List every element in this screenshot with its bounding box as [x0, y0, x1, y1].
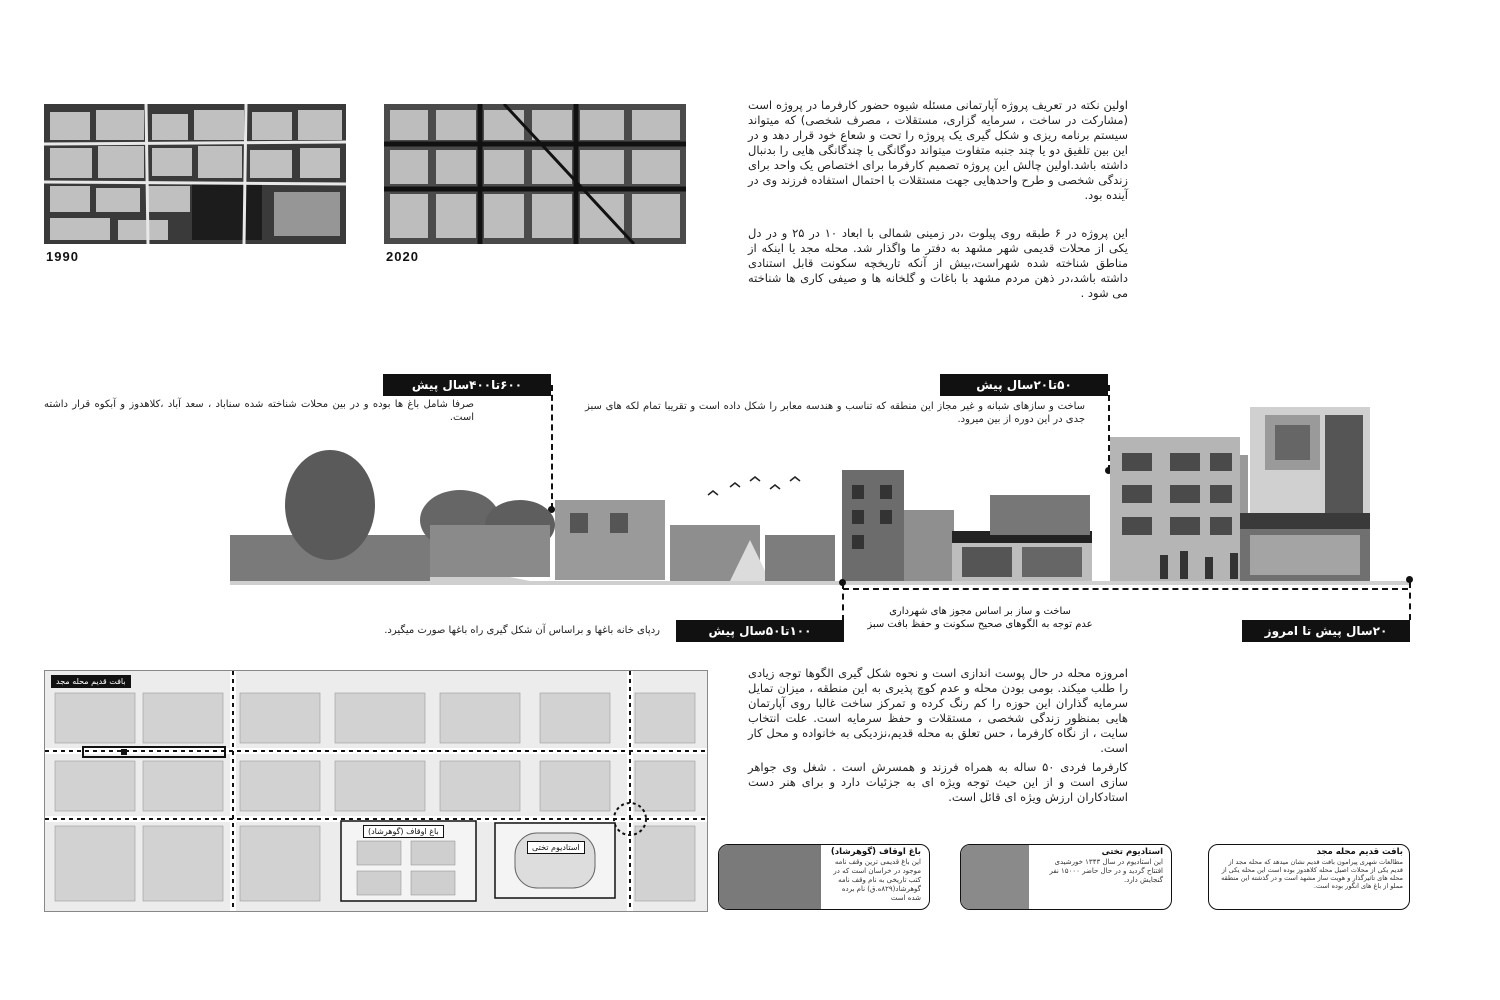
info-card-stadium-photo: [961, 845, 1029, 909]
info-card-majd: [1208, 844, 1410, 910]
aerial-photo-1990: [44, 104, 346, 244]
site-map-graphic: [45, 671, 707, 911]
timeline-connector-3-h: [843, 588, 1408, 590]
map-label-garden: باغ اوقاف (گوهرشاد): [363, 825, 444, 838]
aerial-photo-1990-graphic: [44, 104, 346, 244]
info-card-garden-photo: [719, 845, 821, 909]
timeline-tag-100-50: ۱۰۰تا۵۰سال پیش: [676, 620, 844, 642]
aerial-photo-2020-graphic: [384, 104, 686, 244]
timeline-text-50-20: ساخت و سازهای شبانه و غیر مجاز این منطقه که تناسب و هندسه معابر را شکل داده است و تقریبا تمام لکه های سبز جدی در این دوره از بین میرود.: [585, 401, 1085, 425]
intro-paragraph-1: اولین نکته در تعریف پروژه آپارتمانی مسئله شیوه حضور کارفرما در پروژه است (مشارکت در ساخت ، سرمایه گزاری، مستقلات ، مصرف شخصی) که میتواند سیستم برنامه ریزی و شکل گیری یک پروژه را تحت و شعاع خود قرار دهد و در این بین تلفیق دو یا چند جنبه متفاوت میتواند دوگانگی یا چندگانگی هایی را بدنبال داشته باشد.اولین چالش این پروژه تصمیم کارفرما برای اختصاص یک واحد برای زندگی شخصی و طرح واحدهایی جهت مستقلات با احتمال استفاده فرزند وی در آینده بود.: [748, 98, 1128, 202]
info-card-stadium-text: این استادیوم در سال ۱۳۴۳ خورشیدی افتتاح گردید و در حال حاضر ۱۵۰۰۰ نفر گنجایش دارد.: [1049, 858, 1163, 884]
info-card-stadium-title: استادیوم تختی: [1101, 847, 1163, 857]
body-paragraph-3: امروزه محله در حال پوست اندازی است و نحوه شکل گیری الگوها توجه زیادی را طلب میکند. بومی بودن محله و عدم کوچ پذیری به این منطقه ، میزان تمایل سرمایه گذاران این حوزه را کم رنگ کرده و تمرکز ساخت غالبا روی آپارتمان هایی بمنظور زندگی شخصی ، مستقلات و حفظ سرمایه است. علت انتخاب سایت ، از نگاه کارفرما ، حس تعلق به محله قدیم،نزدیکی به خانواده و محل کار است.: [748, 666, 1128, 755]
site-map: [44, 670, 708, 912]
aerial-photo-2020: [384, 104, 686, 244]
timeline-text-20-today: ساخت و ساز بر اساس مجوز های شهرداری عدم توجه به الگوهای صحیح سکونت و حفظ بافت سبز: [867, 606, 1093, 630]
year-label-1990: 1990: [46, 249, 79, 264]
timeline-tag-50-20: ۵۰تا۲۰سال پیش: [940, 374, 1108, 396]
map-label-stadium: استادیوم تختی: [527, 841, 585, 854]
body-paragraph-4: کارفرما فردی ۵۰ ساله به همراه فرزند و همسرش است . شغل وی جواهر سازی است و از این حیث توجه ویژه ای به جزئیات دارد و برای هنر دست استادکاران ارزش ویژه ای قائل است.: [748, 760, 1128, 804]
map-label-majd: بافت قدیم محله مجد: [51, 675, 131, 688]
info-card-garden-title: باغ اوقاف (گوهرشاد): [830, 847, 921, 857]
info-card-garden: [718, 844, 930, 910]
year-label-2020: 2020: [386, 249, 419, 264]
info-card-garden-text: این باغ قدیمی ترین وقف نامه موجود در خراسان است که در کتب تاریخی به نام وقف نامه گوهرشاد(۸۲۹ه.ق) نام برده شده است: [833, 858, 921, 902]
street-elevation-collage: [230, 395, 1410, 595]
timeline-tag-600-400: ۶۰۰تا۴۰۰سال پیش: [383, 374, 551, 396]
info-card-majd-text: مطالعات شهری پیرامون بافت قدیم نشان میدهد که محله مجد از قدیم یکی از محلات اصیل محله کلاهدوز بوده است این محله یکی از محله های تاثیرگذار و هویت ساز مشهد است و در گذشته این منطقه مملو از باغ های انگور بوده است.: [1221, 858, 1403, 890]
timeline-text-600-400: صرفا شامل باغ ها بوده و در بین محلات شناخته شده سناباد ، سعد آباد ،کلاهدوز و آبکوه قرار داشته است.: [44, 399, 474, 423]
info-card-stadium: [960, 844, 1172, 910]
timeline-text-100-50: ردپای خانه باغها و براساس آن شکل گیری راه باغها صورت میگیرد.: [384, 625, 660, 636]
timeline-connector-4: [1409, 582, 1411, 620]
info-card-majd-title: بافت قدیم محله مجد: [1316, 847, 1403, 857]
intro-paragraph-2: این پروژه در ۶ طبقه روی پیلوت ،در زمینی شمالی با ابعاد ۱۰ در ۲۵ و در دل یکی از محلات قدیمی شهر مشهد به دفتر ما واگذار شد. محله مجد یا اینکه از مناطق شناخته شده شهراست،بیش از آنکه تاریخچه سکونت قابل استنادی داشته باشد،در ذهن مردم مشهد با باغات و گلخانه ها و صیفی کاری ها شناخته می شود .: [748, 226, 1128, 300]
timeline-tag-20-today: ۲۰سال پیش تا امروز: [1242, 620, 1410, 642]
